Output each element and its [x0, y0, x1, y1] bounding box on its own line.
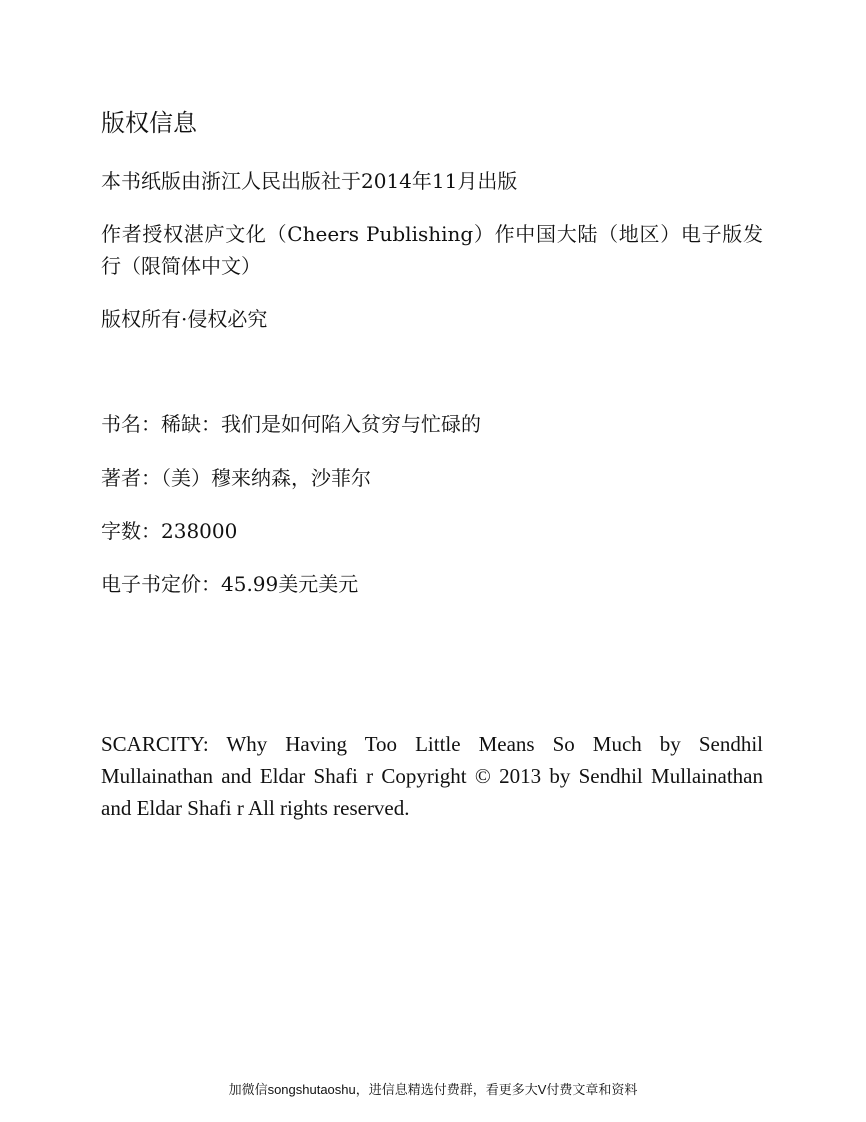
- rights-notice: 版权所有·侵权必究: [101, 307, 268, 331]
- footer-note: 加微信songshutaoshu，进信息精选付费群，看更多大V付费文章和资料: [228, 1082, 638, 1097]
- book-authors-line: 著者：（美）穆来纳森，沙菲尔: [101, 466, 371, 490]
- original-copyright-paragraph: SCARCITY: Why Having Too Little Means So Much by Sendhil Mullainathan and Eldar Shafi r Copyright © 2013 by Sendhil Mullainathan and Eldar Shafi r All rights reserved.: [101, 732, 763, 820]
- authorization-paragraph: 作者授权湛庐文化（Cheers Publishing）作中国大陆（地区）电子版发行（限简体中文）: [101, 222, 763, 278]
- word-count-line: 字数：238000: [101, 519, 238, 543]
- copyright-heading: 版权信息: [101, 109, 197, 137]
- paper-edition-line: 本书纸版由浙江人民出版社于2014年11月出版: [101, 169, 518, 193]
- book-title-line: 书名：稀缺：我们是如何陷入贫穷与忙碌的: [101, 412, 481, 436]
- ebook-price-line: 电子书定价：45.99美元美元: [101, 572, 359, 596]
